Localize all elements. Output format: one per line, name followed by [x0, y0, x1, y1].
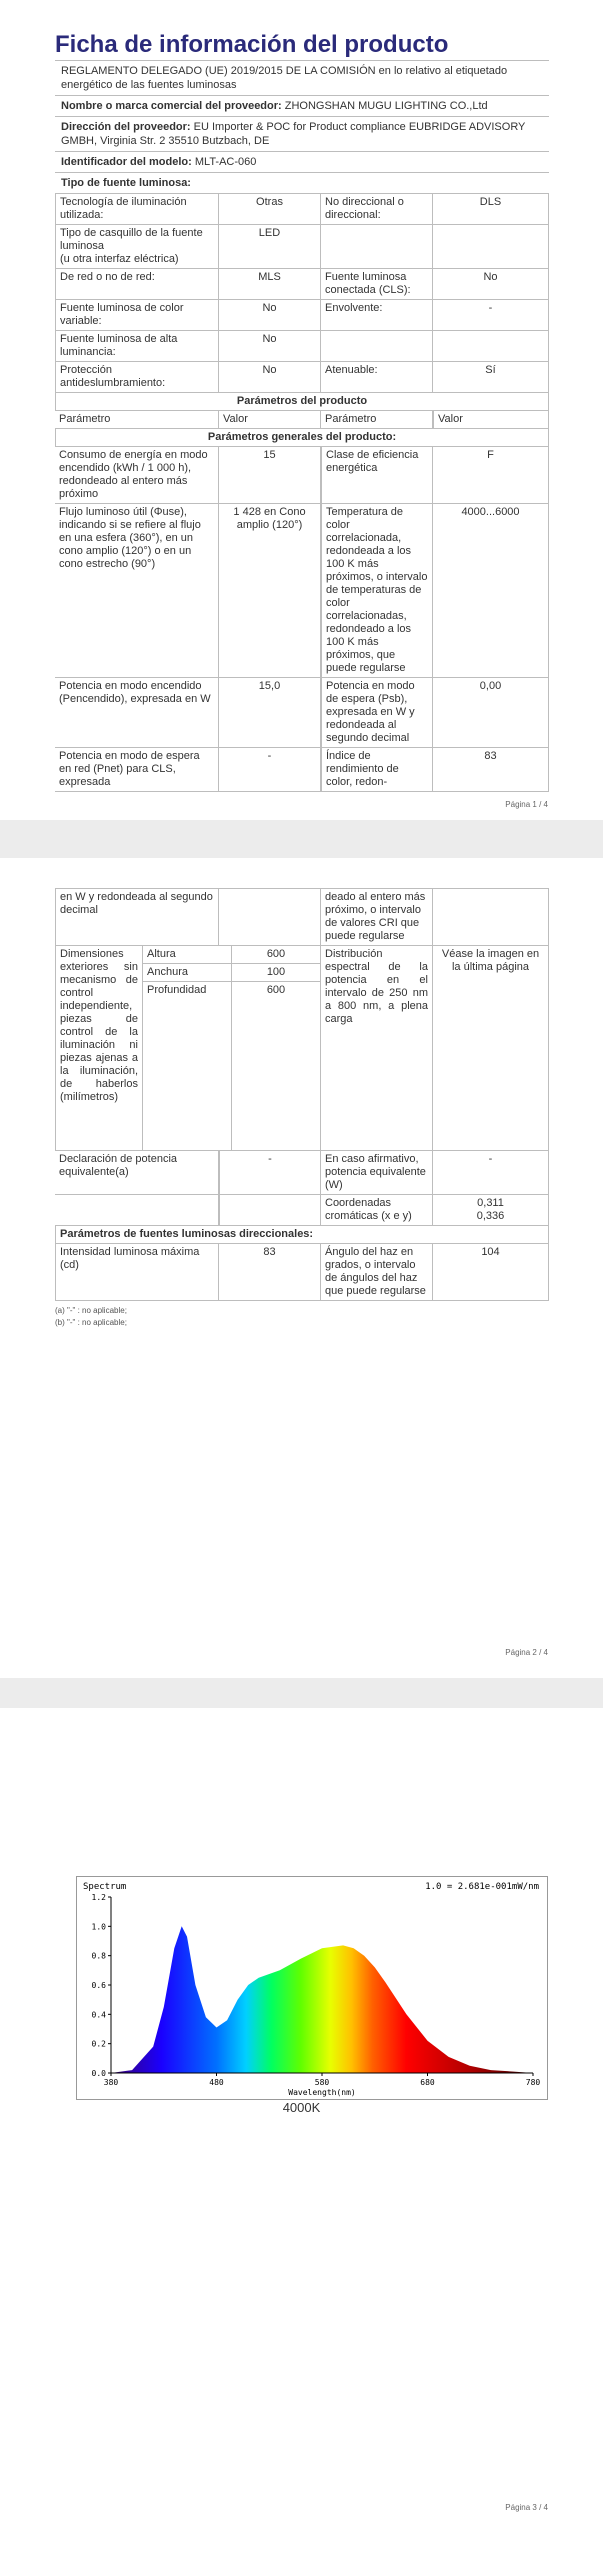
cell-glare-value: No [219, 361, 321, 392]
regulation-text: REGLAMENTO DELEGADO (UE) 2019/2015 DE LA COMISIÓN en lo relativo al etiquetado energético de las fuentes luminosas [55, 60, 549, 95]
cell-cri-label: Índice de rendimiento de color, redon- [321, 747, 433, 792]
cell-energy-label: Consumo de energía en modo encendido (kWh / 1 000 h), redondeado al entero más próximo [55, 446, 219, 503]
supplier-address-row [55, 116, 549, 151]
cell-flux-label: Flujo luminoso útil (Φuse), indicando si se refiere al flujo en una esfera (360°), en un cono amplio (120°) o en un cono estrecho (90°) [55, 503, 219, 677]
y-tick-label: 0.2 [91, 2039, 106, 2049]
spectrum-chart [76, 1876, 548, 2100]
cell-class-value: F [433, 446, 549, 503]
x-tick-label: 580 [314, 2078, 330, 2087]
dimensions-label: Dimensiones exteriores sin mecanismo de control independiente, piezas de control de la iluminación ni piezas ajenas a la iluminación, de haberlos (milímetros) [56, 946, 143, 1150]
spectrum-chart-svg [77, 1877, 547, 2099]
dimension-row [143, 982, 320, 1150]
model-value: MLT-AC-060 [194, 156, 257, 168]
page-2 [0, 858, 603, 1678]
page-gap [0, 1678, 603, 1708]
dimension-value: 600 [266, 948, 286, 960]
cell-class-label: Clase de eficiencia energética [321, 446, 433, 503]
page-title: Ficha de información del producto [55, 31, 449, 58]
cell-dir-label: No direccional o direccional: [321, 193, 433, 224]
product-params-header: Parámetros del producto [55, 392, 549, 410]
x-tick-label: 480 [209, 2078, 224, 2087]
cell-glare-label: Protección antideslumbramiento: [55, 361, 219, 392]
cell-equiv-label: Declaración de potencia equivalente(a) [55, 1150, 219, 1194]
y-tick-label: 1.0 [91, 1922, 106, 1932]
x-axis-label: Wavelength(nm) [288, 2088, 356, 2097]
col-header-value: Valor [219, 410, 321, 428]
source-type-label: Tipo de fuente luminosa: [55, 172, 549, 193]
col-header-value: Valor [433, 410, 549, 428]
cell-energy-value: 15 [219, 446, 321, 503]
cell-spectral-value: Véase la imagen en la última página [433, 945, 549, 1150]
cell-cont-label: en W y redondeada al segundo decimal [55, 888, 219, 945]
cell-power-value: 15,0 [219, 677, 321, 747]
cell-intensity-value: 83 [219, 1243, 321, 1301]
x-tick-label: 780 [525, 2078, 541, 2087]
cell-chroma-value: 0,311 0,336 [433, 1194, 549, 1225]
cell-mains-value: MLS [219, 268, 321, 299]
dimensions-subtable [143, 946, 320, 1150]
cell-empty [321, 330, 433, 361]
y-tick-label: 1.2 [91, 1893, 106, 1902]
cell-power-label: Potencia en modo encendido (Pencendido), expresada en W [55, 677, 219, 747]
cell-dim-label: Atenuable: [321, 361, 433, 392]
cell-intensity-label: Intensidad luminosa máxima (cd) [55, 1243, 219, 1301]
footnote-b: (b) "-" : no aplicable; [55, 1318, 127, 1327]
cell-envelope-label: Envolvente: [321, 299, 433, 330]
footnotes [55, 1305, 549, 1329]
cell-cct-label: Temperatura de color correlacionada, redondeada a los 100 K más próximos, o intervalo de temperaturas de color correlacionadas, redondeado a los 100 K más próximos, que puede regularse [321, 503, 433, 677]
page-1 [0, 0, 603, 820]
type-table [55, 193, 549, 792]
col-header-param: Parámetro [321, 410, 433, 428]
cell-beam-value: 104 [433, 1243, 549, 1301]
cell-envelope-value: - [433, 299, 549, 330]
dimension-name: Anchura [143, 964, 232, 981]
cell-standby-value: 0,00 [433, 677, 549, 747]
cell-cap-label: Tipo de casquillo de la fuente luminosa (u otra interfaz eléctrica) [55, 224, 219, 268]
y-tick-label: 0.4 [91, 2010, 106, 2020]
cell-dim-value: Sí [433, 361, 549, 392]
cell-empty [433, 224, 549, 268]
x-tick-label: 680 [420, 2078, 435, 2087]
cell-cls-label: Fuente luminosa conectada (CLS): [321, 268, 433, 299]
cell-cont-value2 [433, 888, 549, 945]
cell-color-label: Fuente luminosa de color variable: [55, 299, 219, 330]
supplier-name-label: Nombre o marca comercial del proveedor: [61, 100, 282, 112]
cell-empty [219, 1194, 321, 1225]
dimension-row [143, 964, 320, 982]
dimension-value: 100 [266, 966, 286, 978]
page-number: Página 1 / 4 [505, 800, 548, 809]
cell-cct-value: 4000...6000 [433, 503, 549, 677]
page-3 [0, 1708, 603, 2560]
cell-empty [321, 224, 433, 268]
cell-empty [433, 330, 549, 361]
cell-cont-label2: deado al entero más próximo, o intervalo de valores CRI que puede regularse [321, 888, 433, 945]
cell-spectral-label: Distribución espectral de la potencia en el intervalo de 250 nm a 800 nm, a plena carga [321, 945, 433, 1150]
cell-flux-value: 1 428 en Cono amplio (120°) [219, 503, 321, 677]
y-tick-label: 0.6 [91, 1981, 106, 1990]
cell-standby-label: Potencia en modo de espera (Psb), expresada en W y redondeada al segundo decimal [321, 677, 433, 747]
cell-chroma-label: Coordenadas cromáticas (x e y) [321, 1194, 433, 1225]
page-gap [0, 820, 603, 858]
cell-equiv2-label: En caso afirmativo, potencia equivalente (W) [321, 1150, 433, 1194]
cell-cri-value: 83 [433, 747, 549, 792]
chart-header-right: 1.0 = 2.681e-001mW/nm [425, 1882, 539, 1892]
dimensions-cell [55, 945, 321, 1150]
cell-mains-label: De red o no de red: [55, 268, 219, 299]
cell-color-value: No [219, 299, 321, 330]
chart-caption: 4000K [282, 2100, 321, 2115]
cell-beam-label: Ángulo del haz en grados, o intervalo de ángulos del haz que puede regularse [321, 1243, 433, 1301]
chart-header-left: Spectrum [83, 1882, 127, 1892]
document-body [55, 888, 549, 1329]
y-tick-label: 0.8 [91, 1951, 106, 1961]
model-row [55, 151, 549, 172]
supplier-address: EU Importer & POC for Product compliance EUBRIDGE ADVISORY GMBH, Virginia Str. 2 35510 Butzbach, DE [61, 121, 526, 147]
cell-netstandby-value: - [219, 747, 321, 792]
model-label: Identificador del modelo: [61, 156, 192, 168]
footnote-a: (a) "-" : no aplicable; [55, 1306, 127, 1315]
cell-equiv2-value: - [433, 1150, 549, 1194]
col-header-param: Parámetro [55, 410, 219, 428]
cell-equiv-value: - [219, 1150, 321, 1194]
general-params-header: Parámetros generales del producto: [55, 428, 549, 446]
dimension-value: 600 [266, 984, 286, 996]
cell-cap-value: LED [219, 224, 321, 268]
x-tick-label: 380 [103, 2078, 119, 2087]
cell-netstandby-label: Potencia en modo de espera en red (Pnet) para CLS, expresada [55, 747, 219, 792]
cell-tech-label: Tecnología de iluminación utilizada: [55, 193, 219, 224]
spectrum-area [111, 1926, 533, 2073]
dimension-name: Profundidad [143, 982, 232, 1150]
dimension-name: Altura [143, 946, 232, 963]
cell-empty [55, 1194, 219, 1225]
page-number: Página 3 / 4 [505, 2503, 548, 2512]
params-table-continued [55, 888, 549, 1301]
page-number: Página 2 / 4 [505, 1648, 548, 1657]
dimension-row [143, 946, 320, 964]
document-body [55, 30, 549, 792]
supplier-address-label: Dirección del proveedor: [61, 121, 191, 133]
cell-cls-value: No [433, 268, 549, 299]
cell-hl-label: Fuente luminosa de alta luminancia: [55, 330, 219, 361]
directional-header: Parámetros de fuentes luminosas direccionales: [55, 1225, 549, 1243]
cell-dir-value: DLS [433, 193, 549, 224]
supplier-name: ZHONGSHAN MUGU LIGHTING CO.,Ltd [284, 100, 488, 112]
cell-tech-value: Otras [219, 193, 321, 224]
cell-cont-value [219, 888, 321, 945]
y-tick-label: 0.0 [91, 2069, 106, 2078]
supplier-name-row [55, 95, 549, 116]
cell-hl-value: No [219, 330, 321, 361]
